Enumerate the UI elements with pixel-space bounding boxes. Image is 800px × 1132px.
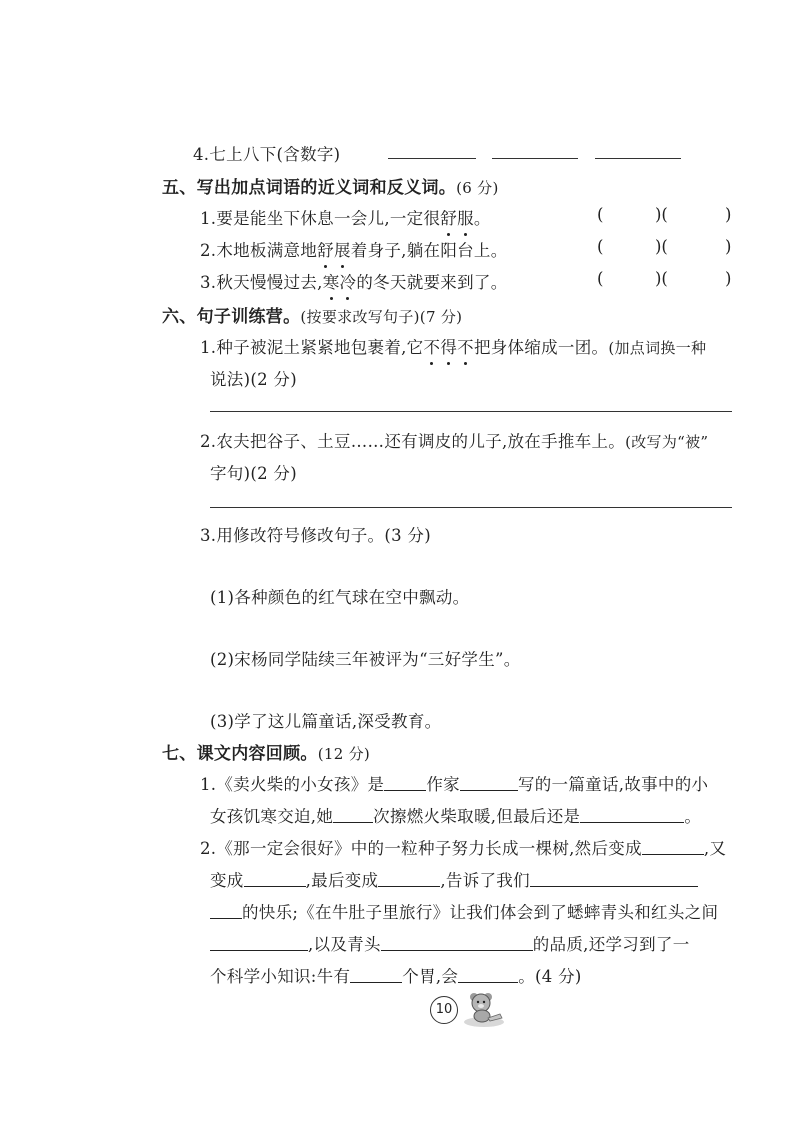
s7-line-2 (210, 803, 701, 827)
s7-blank-ending[interactable] (580, 806, 684, 824)
s6-q1-note-cont: 说法)(2 分) (210, 370, 297, 389)
s7-line-5 (210, 899, 718, 923)
q4-text: 4.七上八下(含数字) (193, 145, 341, 164)
s7-blank-lesson[interactable] (530, 870, 698, 888)
s5-item-1-text: 1.要是能坐下休息一会儿,一定很 (200, 209, 441, 228)
q4-item (193, 141, 340, 165)
s5-item-2-tail: 着身子,躺在阳台上。 (350, 241, 508, 260)
s7-l4-text-b: ,最后变成 (305, 871, 379, 890)
s7-l2-text-b: 次擦燃火柴取暖,但最后还是 (373, 807, 581, 826)
s5-item-3-tail: 的冬天就要来到了。 (356, 273, 508, 292)
s5-item-1-dotted-2: 服 (457, 209, 474, 228)
s7-blank-become-3[interactable] (378, 870, 440, 888)
s7-l1-text-b: 作家 (426, 775, 460, 794)
s5-item-2-dotted-1: 舒 (317, 241, 334, 260)
s6-q1-line-2 (210, 366, 297, 390)
s7-line-7 (210, 963, 582, 987)
s5-item-1 (200, 205, 491, 229)
s5-item-3-dotted-1: 寒 (322, 273, 340, 292)
s7-l5-text-a: 的快乐;《在牛肚子里旅行》让我们体会到了蟋蟀青头和红头之间 (242, 903, 719, 922)
s6-q3-sentence-1-text: (1)各种颜色的红气球在空中飘动。 (210, 588, 470, 607)
q4-blank-3[interactable] (595, 158, 681, 159)
s7-blank-become-1[interactable] (642, 838, 704, 856)
s6-q3-text: 3.用修改符号修改句子。(3 分) (200, 526, 431, 545)
s7-l7-text-c: 。(4 分) (518, 967, 582, 986)
s7-blank-relationship[interactable] (210, 934, 308, 952)
s6-q2-note-cont: 字句)(2 分) (210, 464, 297, 483)
bear-mascot-icon (458, 988, 506, 1030)
s6-q1-dotted-2: 得 (440, 338, 458, 357)
s7-l6-text-b: 的品质,还学习到了一 (532, 935, 690, 954)
section-7-heading (162, 739, 370, 764)
s6-q3-sentence-2-text: (2)宋杨同学陆续三年被评为“三好学生”。 (210, 650, 521, 669)
s7-l3-text-b: ,又 (703, 839, 727, 858)
s5-item-2-dotted-2: 展 (333, 241, 351, 260)
s5-item-2-text: 2.木地板满意地 (200, 241, 318, 260)
s5-item-3-paren-close: ) (725, 269, 732, 288)
s7-line-6 (210, 931, 690, 955)
s5-item-1-paren-open: ( (597, 205, 604, 224)
s7-l3-text-a: 2.《那一定会很好》中的一粒种子努力长成一棵树,然后变成 (200, 839, 642, 858)
s7-blank-author[interactable] (460, 774, 518, 792)
s7-blank-stomachs[interactable] (350, 966, 402, 984)
s7-blank-ruminate[interactable] (458, 966, 518, 984)
section-5-title: 五、写出加点词语的近义词和反义词。 (162, 178, 457, 198)
section-7-title: 七、课文内容回顾。 (162, 744, 318, 764)
s7-blank-joy[interactable] (210, 902, 242, 920)
s7-l1-text-a: 1.《卖火柴的小女孩》是 (200, 775, 385, 794)
s7-l6-text-a: ,以及青头 (308, 935, 381, 954)
s7-l7-text-b: 个胃,会 (402, 967, 459, 986)
s5-item-1-paren-mid[interactable]: )( (655, 205, 668, 224)
s7-l1-text-c: 写的一篇童话,故事中的小 (517, 775, 709, 794)
s6-q1-text: 1.种子被泥土紧紧地包裹着,它 (200, 338, 424, 357)
q4-blank-2[interactable] (492, 158, 578, 159)
q4-blank-1[interactable] (388, 158, 476, 159)
s6-q2-text: 2.农夫把谷子、土豆……还有调皮的儿子,放在手推车上。 (200, 432, 626, 451)
s7-l7-text-a: 个科学小知识:牛有 (210, 967, 351, 986)
s5-item-3-dotted-2: 冷 (339, 273, 357, 292)
s7-blank-count[interactable] (333, 806, 373, 824)
s7-line-1 (200, 771, 708, 795)
s5-item-1-tail: 。 (473, 209, 491, 228)
s7-l4-text-c: ,告诉了我们 (440, 871, 530, 890)
s5-item-2-paren-open: ( (597, 237, 604, 256)
s6-q3-sentence-1[interactable] (210, 584, 469, 608)
s6-q2-answer-line[interactable] (210, 507, 732, 508)
s7-l4-text-a: 变成 (210, 871, 244, 890)
page-number: 10 (430, 996, 458, 1024)
s6-q3-sentence-3[interactable] (210, 708, 441, 732)
s6-q2-line-2 (210, 460, 297, 484)
section-5-heading (162, 173, 499, 198)
s6-q3-sentence-2[interactable] (210, 646, 521, 670)
s6-q1-dotted-3: 不 (457, 338, 474, 357)
s6-q1-dotted-1: 不 (423, 338, 441, 357)
s5-item-3 (200, 269, 508, 293)
section-5-score: (6 分) (456, 179, 499, 197)
s6-q1-text-tail: 把身体缩成一团。 (473, 338, 609, 357)
s5-item-1-paren-close: ) (725, 205, 732, 224)
section-7-score: (12 分) (317, 745, 371, 763)
s5-item-1-dotted-1: 舒 (440, 209, 458, 228)
section-6-title: 六、句子训练营。 (162, 307, 301, 327)
s5-item-2 (200, 237, 508, 261)
s5-item-3-text: 3.秋天慢慢过去, (200, 273, 323, 292)
section-6-note: (按要求改写句子)(7 分) (300, 308, 463, 326)
s5-item-3-paren-open: ( (597, 269, 604, 288)
s5-item-3-paren-mid[interactable]: )( (655, 269, 668, 288)
s6-q3 (200, 522, 431, 546)
s5-item-2-paren-close: ) (725, 237, 732, 256)
s7-blank-country[interactable] (384, 774, 426, 792)
s7-line-4 (210, 867, 698, 891)
s6-q1-note: (加点词换一种 (608, 339, 707, 357)
s6-q1-answer-line[interactable] (210, 411, 732, 412)
s6-q1-line-1 (200, 334, 706, 358)
s7-l2-text-c: 。 (684, 807, 702, 826)
s5-item-2-paren-mid[interactable]: )( (655, 237, 668, 256)
s7-blank-become-2[interactable] (244, 870, 306, 888)
s7-line-3 (200, 835, 726, 859)
section-6-heading (162, 302, 462, 327)
s6-q2-line-1 (200, 428, 708, 452)
s7-l2-text-a: 女孩饥寒交迫,她 (210, 807, 334, 826)
s6-q3-sentence-3-text: (3)学了这儿篇童话,深受教育。 (210, 712, 442, 731)
s6-q2-note: (改写为“被” (625, 433, 709, 451)
s7-blank-quality[interactable] (381, 934, 533, 952)
